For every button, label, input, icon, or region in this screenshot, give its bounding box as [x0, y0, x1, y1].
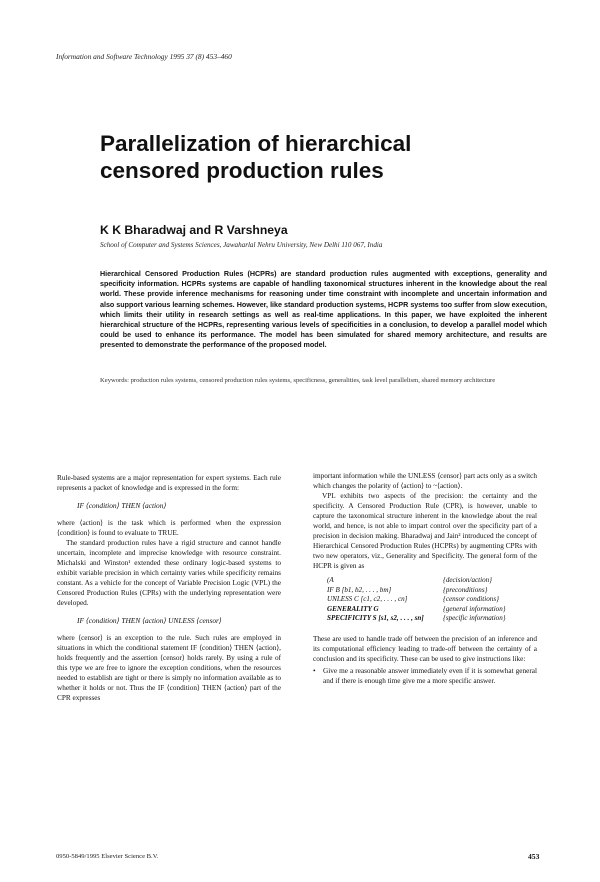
authors: K K Bharadwaj and R Varshneya: [100, 223, 288, 237]
paper-title: [100, 130, 520, 184]
hcpr-note: {specific information}: [443, 614, 506, 623]
title-line-2: censored production rules: [100, 158, 384, 183]
formula-if-then: IF ⟨condition⟩ THEN ⟨action⟩: [77, 501, 167, 510]
right-paragraph-2: VPL exhibits two aspects of the precision: the certainty and the specificity. A Censored Production Rule (CPR), is however, unable to capture the taxonomical structure inherent in the knowledge about the real world, and hence, is not able to impart control over the specificity part of a precision in decision making. Bharadwaj and Jain² introduced the concept of Hierarchical Censored Production Rules (HCPRs) by augmenting CPRs with two new operators, viz., Generality and Specificity. The general form of the HCPR is given as: [313, 492, 537, 570]
left-paragraph-3: The standard production rules have a rigid structure and cannot handle uncertain, incomplete and imprecise knowledge with resource constraint. Michalski and Winston¹ extended these ordinary logic-based systems to exhibit variable precision in which certainty varies while specificity remains constant. As a vehicle for the concept of Variable Precision Logic (VPL) the Censored Production Rules (CPRs) with the underlying representation were developed.: [57, 539, 281, 607]
right-paragraph-3: These are used to handle trade off between the precision of an inference and its computational efficiency leading to trade-off between the certainty of a conclusion and its specificity. These can be used to give instructions like:: [313, 634, 537, 663]
page-number: 453: [528, 852, 540, 861]
hcpr-row-preconditions: [313, 586, 537, 596]
hcpr-row-decision: [313, 576, 537, 586]
footer-copyright: 0950-5849/1995 Elsevier Science B.V.: [56, 853, 159, 860]
hcpr-rule: GENERALITY G: [327, 604, 379, 613]
hcpr-note: {preconditions}: [443, 585, 488, 594]
hcpr-rule: (A: [327, 576, 334, 584]
hcpr-note: {censor conditions}: [443, 595, 499, 604]
keywords: Keywords: production rules systems, censored production rules systems, specificness, generalities, task level parallelism, shared memory architecture: [100, 377, 496, 384]
hcpr-rule: SPECIFICITY S [s1, s2, . . . , sn]: [327, 614, 424, 623]
hcpr-note: {general information}: [443, 604, 506, 613]
left-paragraph-4: where ⟨censor⟩ is an exception to the rule. Such rules are employed in situations in which the conditional statement IF ⟨condition⟩ THEN ⟨action⟩, holds frequently and the assertion ⟨censor⟩ holds rarely. By using a rule of this type we are free to ignore the exception conditions, when the resources needed to establish are tight or there is simply no information available as to whether it holds or not. Thus the IF ⟨condition⟩ THEN ⟨action⟩ part of the CPR expresses: [57, 634, 281, 702]
formula-if-then-unless: IF ⟨condition⟩ THEN ⟨action⟩ UNLESS ⟨censor⟩: [77, 616, 222, 625]
hcpr-row-censor: [313, 595, 537, 605]
hcpr-rule: IF B [b1, b2, . . . , bm]: [327, 585, 392, 594]
right-paragraph-1: important information while the UNLESS ⟨censor⟩ part acts only as a switch which changes the polarity of ⟨action⟩ to ~⟨action⟩.: [313, 472, 537, 490]
hcpr-row-generality: [313, 605, 537, 615]
abstract: Hierarchical Censored Production Rules (HCPRs) are standard production rules augmented with exceptions, generality and specificity information. HCPRs systems are capable of handling taxonomical structures inherent in the knowledge about the real world. These provide inference mechanisms for reasoning under time constraint with incomplete and uncertain information and also support various learning schemes. However, like standard production systems, HCPR systems too suffer from slow execution, which limits their utility in research settings as well as real-time applications. In this paper, we have exploited the inherent hierarchical structure of the HCPRs, representing various levels of specificities in a conclusion, to develop a parallel model which could be used to enhance its performance. The model has been simulated for shared memory architecture, and results are presented to demonstrate the performance of the proposed model.: [100, 270, 547, 350]
bullet-item: • Give me a reasonable answer immediately even if it is somewhat general and if there is enough time give me a more specific answer.: [313, 666, 537, 686]
title-line-1: Parallelization of hierarchical: [100, 131, 412, 156]
left-column: [57, 473, 281, 703]
left-paragraph-1: Rule-based systems are a major representation for expert systems. Each rule represents a packet of knowledge and is expressed in the form:: [57, 474, 281, 492]
hcpr-rule: UNLESS C [c1, c2, . . . , cn]: [327, 595, 408, 604]
hcpr-row-specificity: [313, 614, 537, 624]
hcpr-general-form: [313, 576, 537, 624]
journal-citation: Information and Software Technology 1995 37 (8) 453–460: [56, 52, 232, 61]
right-column: [313, 471, 537, 686]
affiliation: School of Computer and Systems Sciences, Jawaharlal Nehru University, New Delhi 110 067, India: [100, 241, 383, 249]
left-paragraph-2: where ⟨action⟩ is the task which is performed when the expression ⟨condition⟩ is found to evaluate to TRUE.: [57, 519, 281, 537]
hcpr-note: {decision/action}: [443, 576, 493, 584]
